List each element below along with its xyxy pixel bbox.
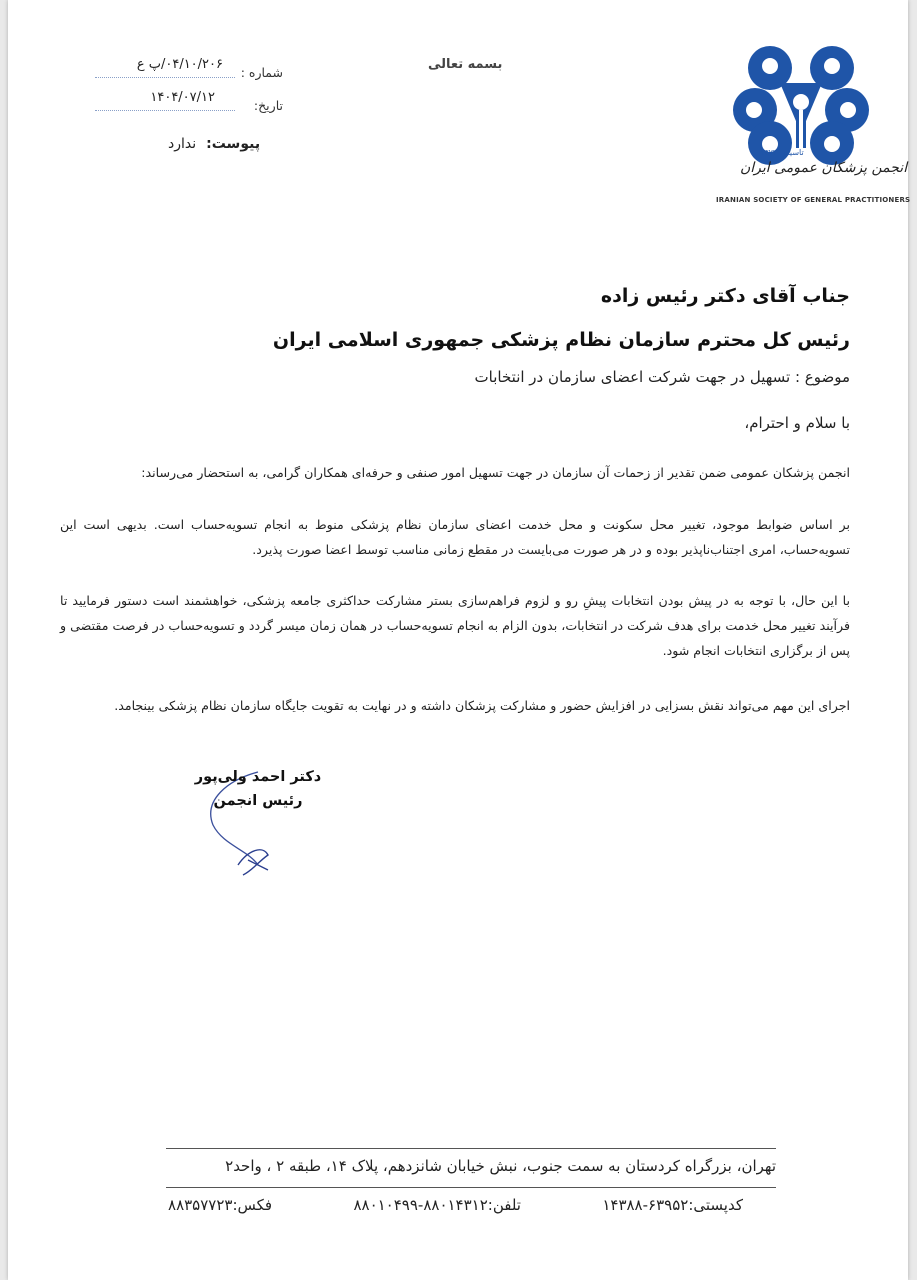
logo-name-en: IRANIAN SOCIETY OF GENERAL PRACTITIONERS xyxy=(716,196,911,204)
attachment-value: ندارد xyxy=(168,136,197,152)
society-logo-icon xyxy=(720,38,890,208)
body-paragraph-1: انجمن پزشکان عمومی ضمن تقدیر از زحمات آن سازمان در جهت تسهیل امور صنفی و حرفه‌ای همکاران گرامی، به استحضار می‌رساند: xyxy=(141,465,850,480)
attachment-label: پیوست: xyxy=(206,136,261,152)
letter-page xyxy=(8,0,911,1280)
letter-meta xyxy=(93,55,283,121)
logo-name-fa: انجمن پزشکان عمومی ایران xyxy=(740,160,908,176)
body-paragraph-4: اجرای این مهم می‌تواند نقش بسزایی در افزایش حضور و مشارکت پزشکان داشته و در نهایت به تقویت جایگاه سازمان نظام پزشکی بینجامد. xyxy=(114,698,850,713)
body-paragraph-3: با این حال، با توجه به در پیش بودن انتخابات پیشِ رو و لزوم فراهم‌سازی بستر مشارکت حداکثری جامعه پزشکی، خواهشمند است دستور فرمایید تا فرآیند تغییر محل خدمت برای هدف شرکت در انتخابات، بدون الزام به انجام تسویه‌حساب در همان زمان میسر گردد و تسویه‌حساب در فرصت مقتضی و پس از برگزاری انتخابات انجام شود. xyxy=(60,593,850,658)
signatory-title: رئیس انجمن xyxy=(213,793,303,809)
number-label: شماره : xyxy=(240,65,283,80)
footer-contacts xyxy=(168,1196,743,1214)
logo-founded-text: تاسیس ۱۳۷۲ xyxy=(760,148,804,157)
footer-postal-code: کدپستی:۶۳۹۵۲-۱۴۳۸۸ xyxy=(602,1196,743,1214)
footer-divider-top xyxy=(166,1148,776,1149)
footer-phone: تلفن:۸۸۰۱۴۳۱۲-۸۸۰۱۰۴۹۹ xyxy=(353,1196,521,1214)
footer-address: تهران، بزرگراه کردستان به سمت جنوب، نبش خیابان شانزدهم، پلاک ۱۴، طبقه ۲ ، واحد۲ xyxy=(225,1157,776,1175)
footer-divider-bottom xyxy=(166,1187,776,1188)
signature-block xyxy=(193,765,323,813)
addressee-name: جناب آقای دکتر رئیس زاده xyxy=(600,285,850,307)
bismillah-heading: بسمه تعالی xyxy=(428,57,503,72)
greeting: با سلام و احترام، xyxy=(744,414,850,432)
attachment-row xyxy=(168,136,260,152)
number-row xyxy=(93,55,283,88)
signatory-name: دکتر احمد ولی‌پور xyxy=(194,769,322,785)
number-dotted-line xyxy=(95,77,235,78)
footer-fax: فکس:۸۸۳۵۷۷۲۳ xyxy=(168,1196,273,1214)
number-value: ۰۴/۱۰/۲۰۶/پ ع xyxy=(136,57,223,72)
body-paragraph-2: بر اساس ضوابط موجود، تغییر محل سکونت و محل خدمت اعضای سازمان نظام پزشکی منوط به انجام تسویه‌حساب است. بدیهی است این تسویه‌حساب، امری اجتناب‌ناپذیر بوده و در هر صورت می‌بایست در مقطع زمانی مناسب توسط اعضا صورت پذیرد. xyxy=(60,517,850,557)
date-label: تاریخ: xyxy=(253,98,283,113)
addressee-block xyxy=(250,274,850,362)
date-row xyxy=(93,88,283,121)
date-dotted-line xyxy=(95,110,235,111)
addressee-title: رئیس کل محترم سازمان نظام پزشکی جمهوری اسلامی ایران xyxy=(272,329,850,351)
date-value: ۱۴۰۴/۰۷/۱۲ xyxy=(150,90,215,105)
subject-line: موضوع : تسهیل در جهت شرکت اعضای سازمان در انتخابات xyxy=(474,368,850,386)
